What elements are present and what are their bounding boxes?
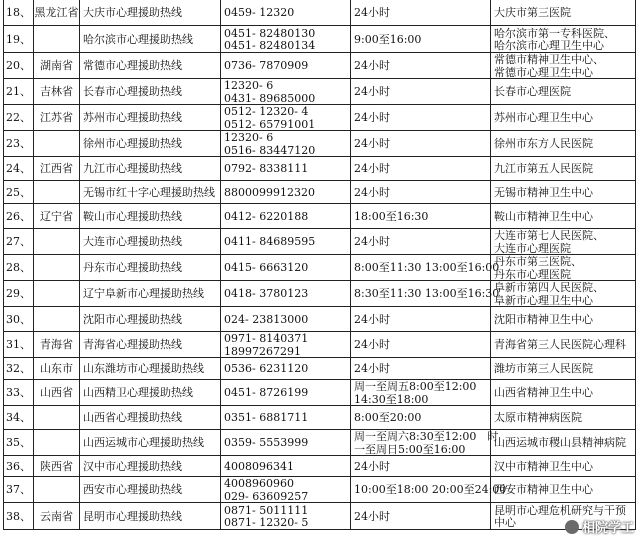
table-row (4, 430, 636, 456)
province-cell: 山东市 (34, 358, 80, 380)
hotline-name-cell: 常德市心理援助热线 (80, 53, 221, 79)
province-cell: 湖南省 (34, 53, 80, 79)
hours-cell-line: 24小时 (354, 185, 390, 199)
province-cell: 黑龙江省 (34, 0, 80, 26)
hours-cell-line: 24小时 (354, 137, 390, 151)
hours-cell-line: 24小时 (354, 5, 390, 19)
table-row (4, 131, 636, 157)
hours-cell (351, 229, 491, 255)
organization-cell-line: 苏州市心理卫生中心 (494, 111, 593, 125)
row-number: 18、 (4, 0, 34, 26)
organization-cell (491, 105, 636, 131)
table-row (4, 255, 636, 281)
hotline-name-cell: 昆明市心理援助热线 (80, 503, 221, 530)
hours-cell (351, 503, 491, 530)
hotline-name-cell: 沈阳市心理援助热线 (80, 307, 221, 332)
hours-cell (351, 204, 491, 229)
organization-cell-line: 阜新市第四人民医院、 (494, 281, 604, 294)
province-cell: 陕西省 (34, 456, 80, 477)
hours-cell (351, 157, 491, 181)
phone-cell (221, 181, 351, 204)
hours-cell (351, 456, 491, 477)
phone-cell-line: 0431- 89685000 (224, 91, 316, 105)
hotline-name-cell: 大连市心理援助热线 (80, 229, 221, 255)
watermark-text: 相院学工 (581, 521, 634, 536)
organization-cell (491, 0, 636, 26)
table-row (4, 456, 636, 477)
table-row (4, 503, 636, 530)
hours-cell (351, 255, 500, 281)
row-number: 36、 (4, 456, 34, 477)
hotline-name-cell: 山西省心理援助热线 (80, 406, 221, 430)
phone-cell (221, 157, 351, 181)
hours-cell (351, 0, 491, 26)
hours-cell-line: 24小时 (354, 459, 390, 473)
province-cell (34, 255, 80, 281)
hours-cell-line: 周一至周五8:00至12:00 (354, 380, 477, 393)
province-cell: 青海省 (34, 332, 80, 358)
table-row (4, 204, 636, 229)
hours-cell-line: 9:00至16:00 (354, 32, 422, 46)
hotline-name-cell: 长春市心理援助热线 (80, 79, 221, 105)
hours-cell (351, 181, 491, 204)
phone-cell-line: 0415- 6663120 (224, 261, 309, 275)
row-number: 20、 (4, 53, 34, 79)
hours-cell-line: 10:00至18:00 20:00至24:00 (354, 483, 507, 497)
organization-cell-line: 西安市精神卫生中心 (494, 483, 593, 497)
table-row (4, 477, 636, 503)
organization-cell (491, 307, 636, 332)
hotline-name-cell: 山西运城市心理援助热线 (80, 430, 221, 456)
wechat-logo-icon (565, 520, 579, 534)
organization-cell (491, 26, 636, 53)
organization-cell-line: 汉中市精神卫生中心 (494, 459, 593, 473)
organization-cell (491, 157, 636, 181)
phone-cell-line: 024- 23813000 (224, 312, 309, 326)
organization-cell-line: 丹东市第三医院、 (494, 255, 582, 268)
hotline-name-cell: 无锡市红十字心理援助热线 (80, 181, 221, 204)
organization-cell (491, 281, 636, 307)
hours-cell-line: 24小时 (354, 85, 390, 99)
phone-cell (221, 0, 351, 26)
organization-cell-line: 长春市心理医院 (494, 85, 571, 99)
table-row (4, 181, 636, 204)
row-number: 30、 (4, 307, 34, 332)
table-row (4, 406, 636, 430)
organization-cell (491, 204, 636, 229)
phone-cell (221, 53, 351, 79)
organization-cell (491, 255, 636, 281)
organization-cell (491, 430, 636, 456)
province-cell: 山西省 (34, 380, 80, 406)
province-cell (34, 406, 80, 430)
province-cell: 云南省 (34, 503, 80, 530)
phone-cell-line: 4008096341 (224, 459, 294, 473)
table-row (4, 281, 636, 307)
phone-cell (221, 307, 351, 332)
hours-cell-line: 24小时 (354, 509, 390, 523)
row-number: 21、 (4, 79, 34, 105)
organization-cell (491, 131, 636, 157)
phone-cell (221, 131, 351, 157)
phone-cell-line: 0971- 8140371 (224, 332, 309, 345)
organization-cell-line: 大连市第七人民医院、 (494, 229, 604, 242)
hotline-name-cell: 青海省心理援助热线 (80, 332, 221, 358)
row-number: 31、 (4, 332, 34, 358)
hours-cell (351, 430, 499, 456)
organization-cell-line: 徐州市东方人民医院 (494, 137, 593, 151)
hours-cell-line: 24小时 (354, 235, 390, 249)
hours-cell-line: 一至周日5:00至16:00 (354, 442, 466, 456)
phone-cell-line: 0512- 12320- 4 (224, 105, 309, 118)
hours-cell (351, 53, 491, 79)
table-row (4, 307, 636, 332)
hotline-name-cell: 苏州市心理援助热线 (80, 105, 221, 131)
hotline-name-cell: 九江市心理援助热线 (80, 157, 221, 181)
hours-cell (351, 332, 491, 358)
hours-cell (351, 307, 491, 332)
hours-cell-line: 24小时 (354, 338, 390, 352)
organization-cell-line: 中心 (494, 516, 516, 529)
organization-cell-line: 丹东市心理医院 (494, 267, 571, 281)
phone-cell-line: 4008960960 (224, 477, 294, 490)
organization-cell-line: 哈尔滨市心理卫生中心 (494, 39, 604, 52)
phone-cell (221, 406, 351, 430)
hours-cell-line: 24小时 (354, 59, 390, 73)
phone-cell-line: 0359- 5553999 (224, 436, 309, 450)
table-row (4, 358, 636, 380)
organization-cell (491, 229, 636, 255)
phone-cell (221, 281, 351, 307)
hours-cell-line: 18:00至16:30 (354, 209, 429, 223)
phone-cell-line: 12320- 6 (224, 131, 274, 144)
organization-cell (491, 358, 636, 380)
organization-cell-line: 大连市心理医院 (494, 241, 571, 255)
table-row (4, 229, 636, 255)
phone-cell-line: 0412- 6220188 (224, 209, 309, 223)
province-cell (34, 307, 80, 332)
row-number: 23、 (4, 131, 34, 157)
hours-cell-line: 24小时 (354, 362, 390, 376)
organization-cell-line: 常德市精神卫生中心、 (494, 53, 604, 66)
province-cell (34, 281, 80, 307)
phone-cell (221, 229, 351, 255)
province-cell (34, 430, 80, 456)
table-row (4, 157, 636, 181)
organization-cell (491, 181, 636, 204)
organization-cell (491, 53, 636, 79)
row-number: 27、 (4, 229, 34, 255)
row-number: 37、 (4, 477, 34, 503)
hours-cell-line: 24小时 (354, 111, 390, 125)
hours-cell-line: 8:00至20:00 (354, 411, 422, 425)
province-cell (34, 477, 80, 503)
phone-cell (221, 456, 351, 477)
phone-cell (221, 26, 351, 53)
row-number: 28、 (4, 255, 34, 281)
phone-cell-line: 0411- 84689595 (224, 235, 316, 249)
phone-cell-line: 12320- 6 (224, 79, 274, 92)
phone-cell (221, 255, 351, 281)
organization-cell-line: 大庆市第三医院 (494, 5, 571, 19)
row-number: 25、 (4, 181, 34, 204)
hours-cell (351, 358, 491, 380)
hotline-name-cell: 徐州市心理援助热线 (80, 131, 221, 157)
phone-cell-line: 0512- 65791001 (224, 117, 316, 131)
hotline-name-cell: 大庆市心理援助热线 (80, 0, 221, 26)
table-row (4, 332, 636, 358)
row-number: 22、 (4, 105, 34, 131)
organization-cell (491, 380, 636, 406)
row-number: 19、 (4, 26, 34, 53)
hours-cell (351, 26, 491, 53)
hours-cell (351, 79, 491, 105)
organization-cell-line: 山西运城市稷山县精神病院 (494, 436, 626, 450)
phone-cell (221, 204, 351, 229)
hours-cell (351, 131, 491, 157)
phone-cell-line: 0736- 7870909 (224, 59, 309, 73)
phone-cell-line: 0871- 5011111 (224, 503, 309, 517)
row-number: 32、 (4, 358, 34, 380)
organization-cell-line: 无锡市精神卫生中心 (494, 185, 593, 199)
table-row (4, 105, 636, 131)
phone-cell (221, 477, 351, 503)
province-cell: 辽宁省 (34, 204, 80, 229)
phone-cell (221, 503, 351, 530)
hotline-name-cell: 鞍山市心理援助热线 (80, 204, 221, 229)
table-row (4, 26, 636, 53)
organization-cell-line: 阜新市心理卫生中心 (494, 293, 593, 307)
phone-cell (221, 332, 351, 358)
province-cell (34, 229, 80, 255)
phone-cell (221, 79, 351, 105)
phone-cell-line: 0451- 82480130 (224, 26, 316, 40)
organization-cell-line: 潍坊市第三人民医院 (494, 362, 593, 376)
phone-cell-line: 0536- 6231120 (224, 362, 309, 376)
hours-cell (351, 406, 491, 430)
hotline-name-cell: 辽宁阜新市心理援助热线 (80, 281, 221, 307)
hours-cell-line: 周一至周六8:30至12:00 时 (354, 430, 499, 443)
organization-cell-line: 太原市精神病医院 (494, 411, 582, 425)
province-cell (34, 131, 80, 157)
phone-cell (221, 358, 351, 380)
organization-cell-line: 常德市心理卫生中心 (494, 65, 593, 79)
organization-cell-line: 青海省第三人民医院心理科 (494, 338, 626, 352)
hotline-name-cell: 山东潍坊市心理援助热线 (80, 358, 221, 380)
hours-cell (351, 281, 500, 307)
row-number: 34、 (4, 406, 34, 430)
organization-cell-line: 哈尔滨市第一专科医院、 (494, 26, 615, 40)
province-cell (34, 26, 80, 53)
phone-cell-line: 0351- 6881711 (224, 411, 309, 425)
province-cell (34, 181, 80, 204)
row-number: 24、 (4, 157, 34, 181)
phone-cell (221, 430, 351, 456)
hours-cell-line: 24小时 (354, 162, 390, 176)
province-cell: 江西省 (34, 157, 80, 181)
row-number: 29、 (4, 281, 34, 307)
table-row (4, 0, 636, 26)
phone-cell-line: 18997267291 (224, 344, 301, 358)
row-number: 38、 (4, 503, 34, 530)
organization-cell-line: 沈阳市精神卫生中心 (494, 312, 593, 326)
province-cell: 吉林省 (34, 79, 80, 105)
phone-cell (221, 105, 351, 131)
hotline-table (3, 0, 636, 530)
row-number: 26、 (4, 204, 34, 229)
organization-cell (491, 456, 636, 477)
row-number: 35、 (4, 430, 34, 456)
hours-cell (351, 477, 507, 503)
phone-cell-line: 0516- 83447120 (224, 143, 316, 157)
table-row (4, 53, 636, 79)
phone-cell-line: 0451- 8726199 (224, 386, 309, 400)
organization-cell-line: 九江市第五人民医院 (494, 162, 593, 176)
hotline-name-cell: 西安市心理援助热线 (80, 477, 221, 503)
hours-cell-line: 8:30至11:30 13:00至16:30 (354, 287, 500, 301)
hours-cell-line: 24小时 (354, 312, 390, 326)
organization-cell-line: 昆明市心理危机研究与干预 (494, 503, 626, 517)
hotline-name-cell: 哈尔滨市心理援助热线 (80, 26, 221, 53)
organization-cell (491, 332, 636, 358)
hours-cell (351, 380, 491, 406)
hotline-name-cell: 丹东市心理援助热线 (80, 255, 221, 281)
province-cell: 江苏省 (34, 105, 80, 131)
phone-cell-line: 0459- 12320 (224, 5, 295, 19)
phone-cell-line: 0792- 8338111 (224, 162, 309, 176)
hours-cell (351, 105, 491, 131)
table-row (4, 79, 636, 105)
organization-cell (491, 477, 636, 503)
phone-cell (221, 380, 351, 406)
organization-cell (491, 406, 636, 430)
phone-cell-line: 8800099912320 (224, 185, 315, 199)
phone-cell-line: 0418- 3780123 (224, 287, 309, 301)
phone-cell-line: 0451- 82480134 (224, 39, 316, 52)
hours-cell-line: 8:00至11:30 13:00至16:00 (354, 261, 500, 275)
hotline-name-cell: 山西精卫心理援助热线 (80, 380, 221, 406)
row-number: 33、 (4, 380, 34, 406)
organization-cell-line: 山西省精神卫生中心 (494, 386, 593, 400)
organization-cell-line: 鞍山市精神卫生中心 (494, 209, 593, 223)
organization-cell (491, 79, 636, 105)
watermark (565, 517, 634, 536)
phone-cell-line: 0871- 12320- 5 (224, 516, 309, 529)
hours-cell-line: 14:30至18:00 (354, 392, 429, 406)
phone-cell-line: 029- 63609257 (224, 489, 309, 503)
hotline-name-cell: 汉中市心理援助热线 (80, 456, 221, 477)
table-row (4, 380, 636, 406)
